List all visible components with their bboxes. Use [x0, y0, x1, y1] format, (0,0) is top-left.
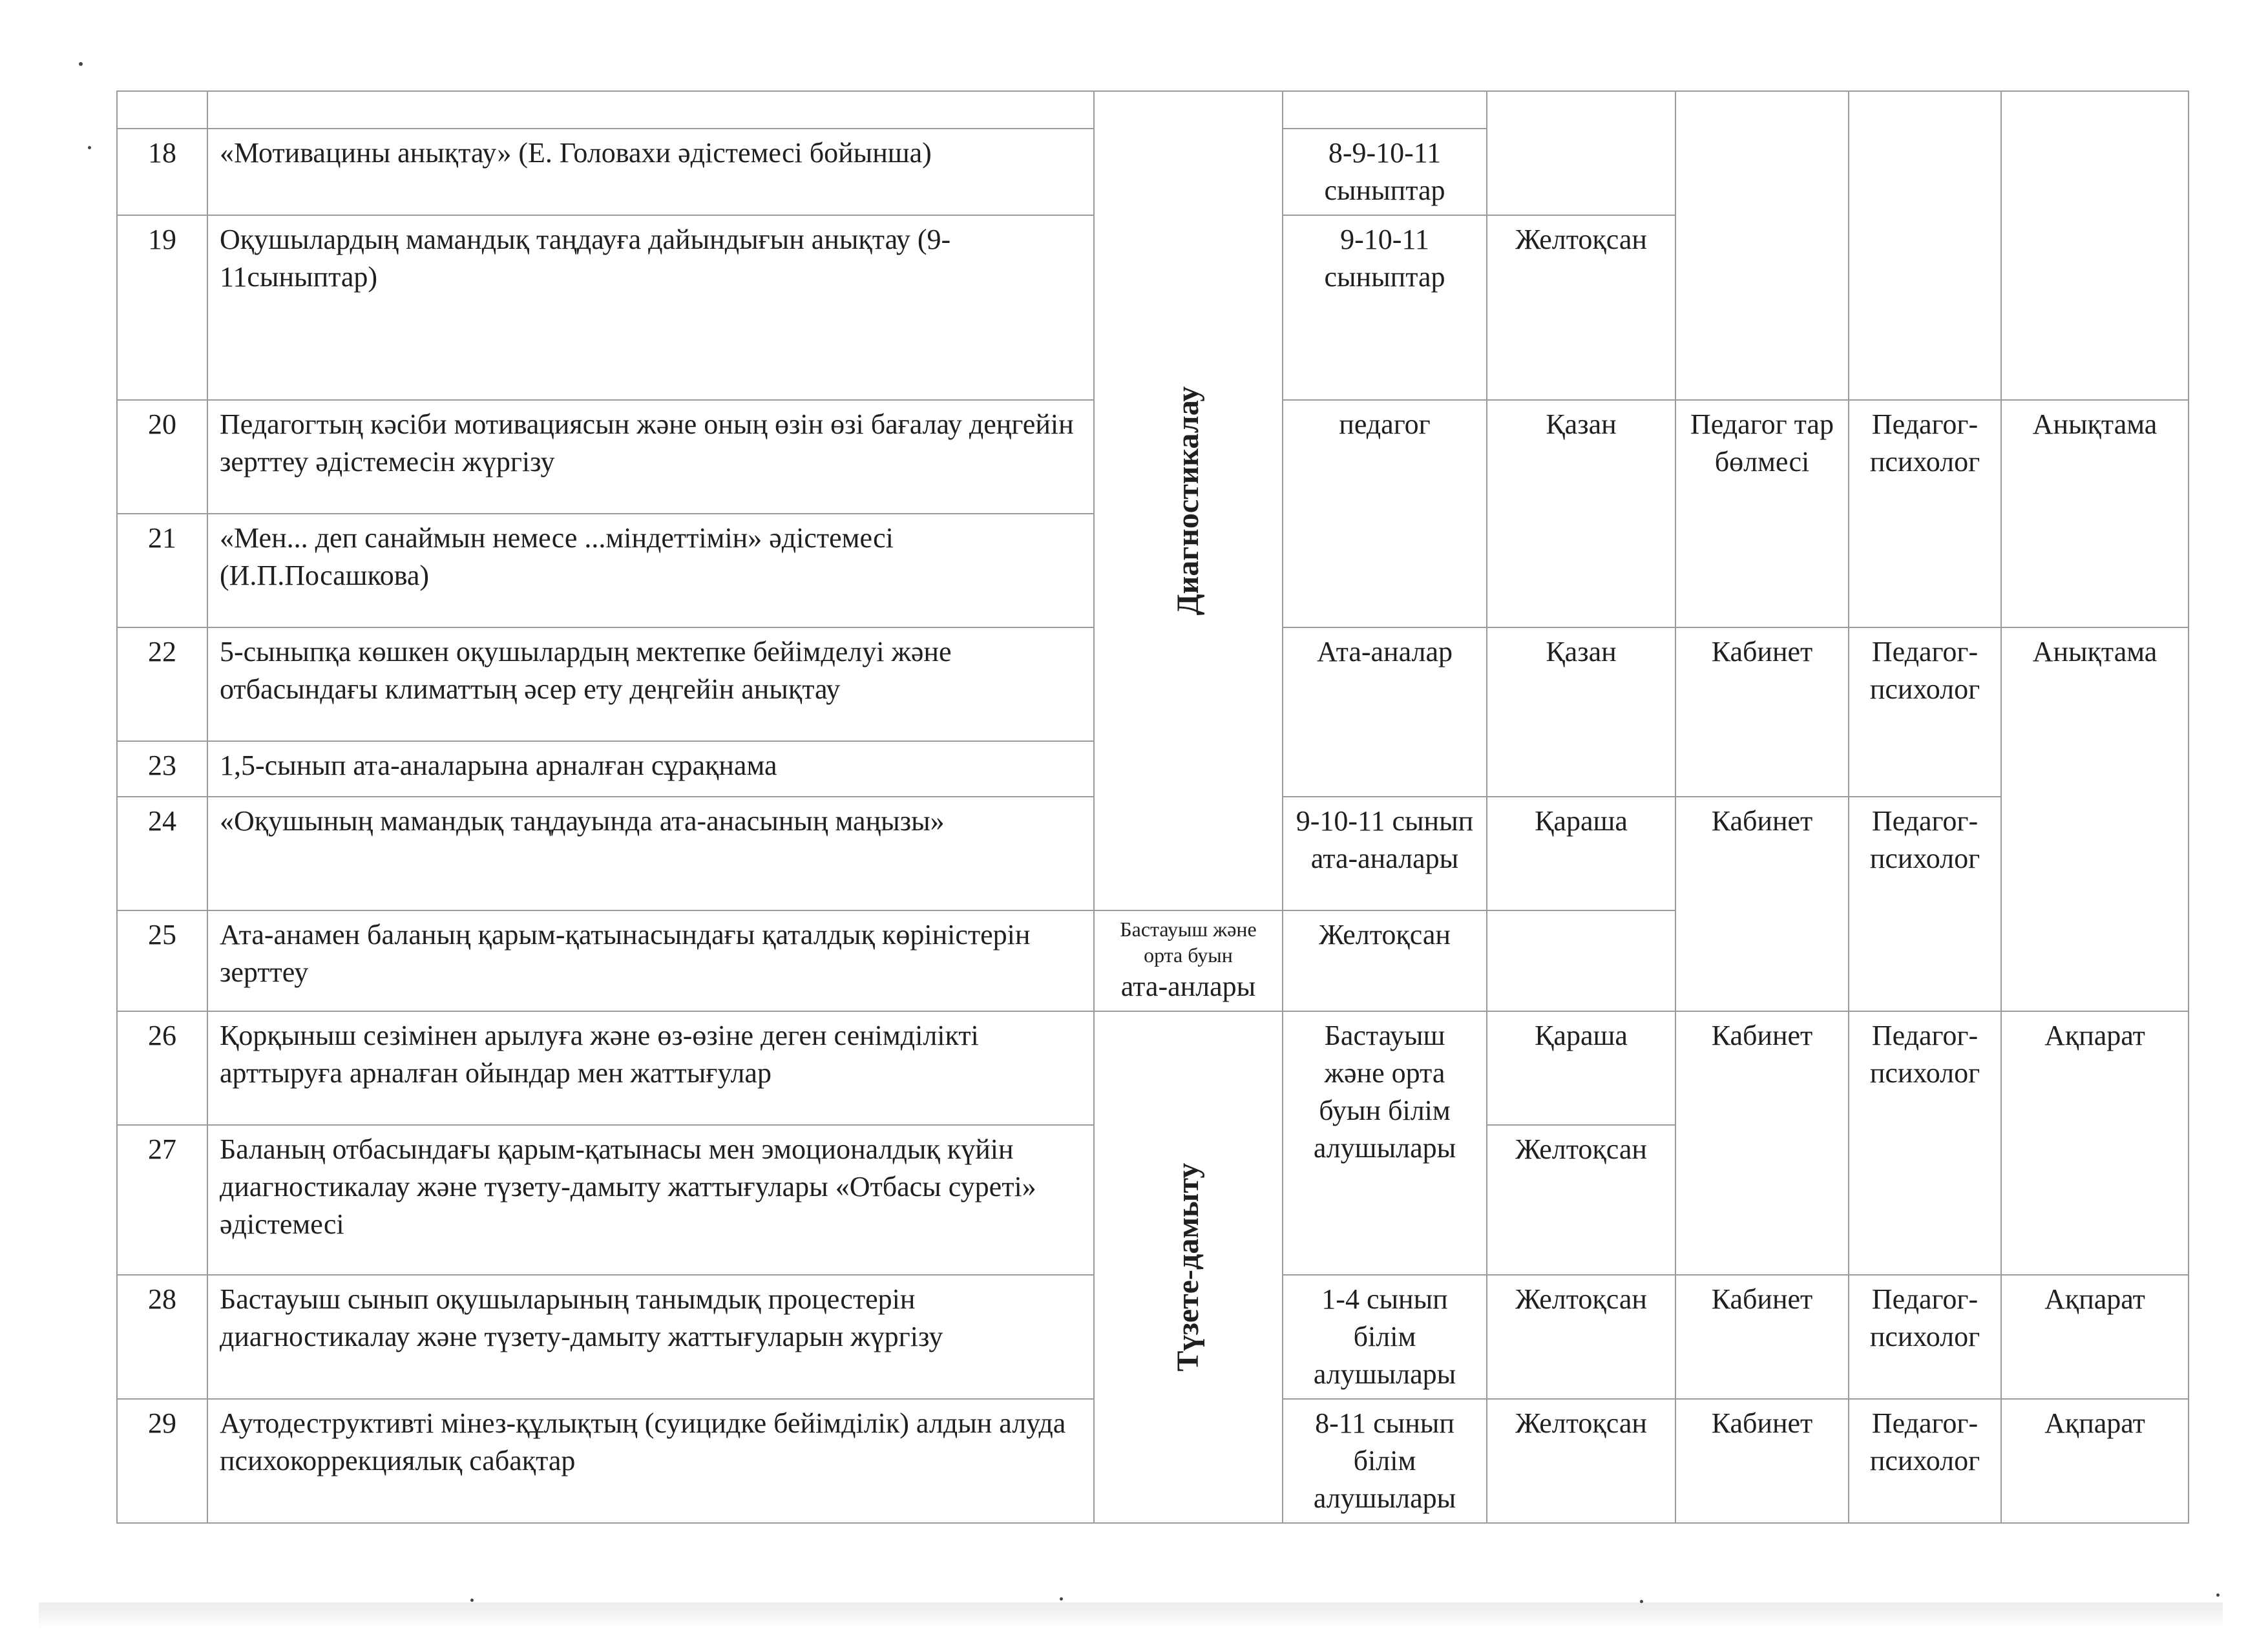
work-plan-table [116, 90, 2189, 1524]
empty-cell [1849, 91, 2001, 400]
participants: 8-9-10-11 сыныптар [1283, 129, 1487, 215]
time-period: Қазан [1487, 400, 1675, 627]
scan-edge-shadow [39, 1602, 2223, 1628]
participants-main: ата-анлары [1120, 971, 1256, 1002]
scan-speck [88, 146, 91, 149]
location: Кабинет [1675, 1275, 1849, 1399]
report-form: Анықтама [2001, 627, 2189, 1011]
row-number: 24 [117, 797, 207, 910]
row-number: 28 [117, 1275, 207, 1399]
location: Кабинет [1675, 1399, 1849, 1523]
time-period: Қараша [1487, 1011, 1675, 1125]
report-form: Анықтама [2001, 400, 2189, 627]
participants: 9-10-11 сынып ата-аналары [1283, 797, 1487, 910]
table-row [117, 91, 2189, 129]
activity-name: Аутодеструктивті мінез-құлықтың (суицидке бейімділік) алдын алуда психокоррекциялық сабақтар [207, 1399, 1094, 1523]
report-form: Ақпарат [2001, 1399, 2189, 1523]
activity-name: Ата-анамен баланың қарым-қатынасындағы қаталдық көріністерін зерттеу [207, 910, 1094, 1011]
section-label-diagnostics: Диагностикалау [1171, 386, 1205, 616]
row-number: 21 [117, 514, 207, 627]
empty-cell [2001, 91, 2189, 400]
empty-cell [1487, 91, 1675, 215]
scan-speck [79, 62, 83, 66]
location: Педагог тар бөлмесі [1675, 400, 1849, 627]
time-period: Желтоқсан [1283, 910, 1487, 1011]
location: Кабинет [1675, 797, 1849, 1011]
row-number: 29 [117, 1399, 207, 1523]
location: Кабинет [1675, 1011, 1849, 1275]
activity-name: «Мотивацины анықтау» (Е. Головахи әдістемесі бойынша) [207, 129, 1094, 215]
participants-small: Бастауыш және орта буын [1120, 918, 1257, 967]
row-number: 25 [117, 910, 207, 1011]
activity-name: 1,5-сынып ата-аналарына арналған сұрақнама [207, 741, 1094, 797]
empty-cell [117, 91, 207, 129]
row-number: 19 [117, 215, 207, 400]
scan-speck [1640, 1600, 1643, 1603]
activity-name: Қорқыныш сезімінен арылуға және өз-өзіне деген сенімділікті арттыруға арналған ойындар мен жаттығулар [207, 1011, 1094, 1125]
report-form: Ақпарат [2001, 1011, 2189, 1275]
table-row [117, 1011, 2189, 1125]
row-number: 23 [117, 741, 207, 797]
activity-name: Оқушылардың мамандық таңдауға дайындығын анықтау (9-11сыныптар) [207, 215, 1094, 400]
row-number: 27 [117, 1125, 207, 1275]
activity-name: «Мен... деп санаймын немесе ...міндеттімін» әдістемесі (И.П.Посашкова) [207, 514, 1094, 627]
responsible: Педагог-психолог [1849, 627, 2001, 797]
responsible: Педагог-психолог [1849, 1399, 2001, 1523]
participants: Бастауыш және орта буын білім алушылары [1283, 1011, 1487, 1275]
time-period: Желтоқсан [1487, 1399, 1675, 1523]
empty-cell [207, 91, 1094, 129]
scan-speck [2216, 1593, 2220, 1597]
time-period: Қараша [1487, 797, 1675, 910]
location: Кабинет [1675, 627, 1849, 797]
time-period: Желтоқсан [1487, 1125, 1675, 1275]
report-form: Ақпарат [2001, 1275, 2189, 1399]
scan-speck [470, 1599, 474, 1602]
participants [1094, 910, 1283, 1011]
responsible: Педагог-психолог [1849, 400, 2001, 627]
responsible: Педагог-психолог [1849, 1275, 2001, 1399]
row-number: 22 [117, 627, 207, 741]
participants: 1-4 сынып білім алушылары [1283, 1275, 1487, 1399]
responsible: Педагог-психолог [1849, 1011, 2001, 1275]
row-number: 26 [117, 1011, 207, 1125]
activity-name: Педагогтың кәсіби мотивациясын және оның өзін өзі бағалау деңгейін зерттеу әдістемесін жүргізу [207, 400, 1094, 514]
section-label-correction: Түзете-дамыту [1171, 1162, 1205, 1372]
time-period: Қазан [1487, 627, 1675, 797]
participants: 9-10-11 сыныптар [1283, 215, 1487, 400]
time-period: Желтоқсан [1487, 1275, 1675, 1399]
empty-cell [1283, 91, 1487, 129]
participants: педагог [1283, 400, 1487, 627]
empty-cell [1675, 91, 1849, 400]
activity-name: Бастауыш сынып оқушыларының танымдық процестерін диагностикалау және түзету-дамыту жаттығуларын жүргізу [207, 1275, 1094, 1399]
activity-name: 5-сыныпқа көшкен оқушылардың мектепке бейімделуі және отбасындағы климаттың әсер ету деңгейін анықтау [207, 627, 1094, 741]
row-number: 18 [117, 129, 207, 215]
section-cell-upper [1094, 91, 1283, 910]
activity-name: Баланың отбасындағы қарым-қатынасы мен эмоционалдық күйін диагностикалау және түзету-дамыту жаттығулары «Отбасы суреті» әдістемесі [207, 1125, 1094, 1275]
activity-name: «Оқушының мамандық таңдауында ата-анасының маңызы» [207, 797, 1094, 910]
participants: Ата-аналар [1283, 627, 1487, 797]
section-cell-lower [1094, 1011, 1283, 1523]
scan-speck [1060, 1597, 1063, 1601]
row-number: 20 [117, 400, 207, 514]
time-period: Желтоқсан [1487, 215, 1675, 400]
participants: 8-11 сынып білім алушылары [1283, 1399, 1487, 1523]
responsible: Педагог-психолог [1849, 797, 2001, 1011]
